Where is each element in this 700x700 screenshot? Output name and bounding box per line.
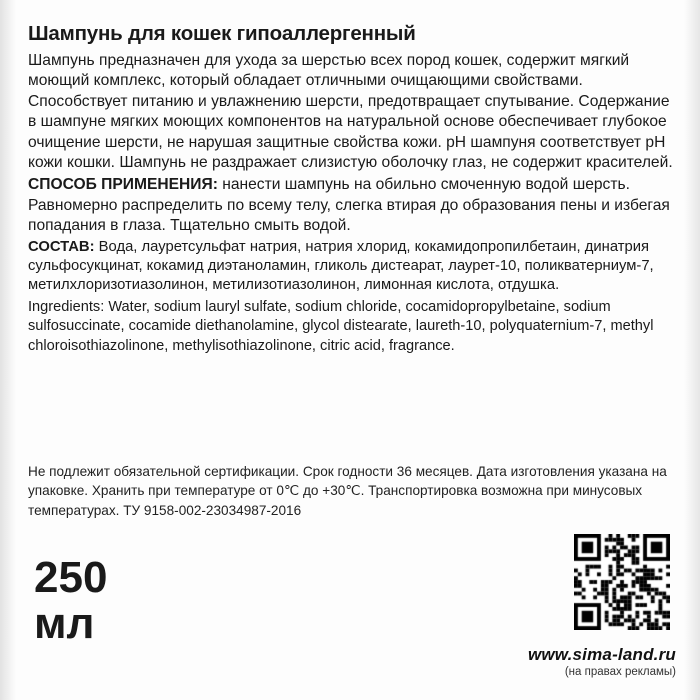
label-edge-right (684, 0, 700, 700)
advertising-note: (на правах рекламы) (564, 666, 676, 678)
volume-number: 250 (34, 553, 108, 602)
ingredients-english: Ingredients: Water, sodium lauryl sulfate, sodium chloride, cocamidopropylbetaine, sodium sulfosuccinate, cocamide diethanolamine, glycol distearate, laureth-10, polyquaternium-7, methyl chloroisothiazolinone, methylisothiazolinone, citric acid, fragrance. (28, 298, 654, 354)
legal-notice: Не подлежит обязательной сертификации. Срок годности 36 месяцев. Дата изготовления указана на упаковке. Хранить при температуре от 0℃ до +30℃. Транспортировка возможна при минусовых температурах. ТУ 9158-002-23034987-2016 (28, 464, 667, 518)
composition-paragraph (28, 238, 676, 296)
website-url: www.sima-land.ru (527, 645, 676, 664)
product-description: Шампунь предназначен для ухода за шерстью всех пород кошек, содержит мягкий моющий комплекс, который обладает отличными очищающими свойствами. Способствует питанию и увлажнению шерсти, предотвращает спутывание. Содержание в шампуне мягких моющих компонентов на натуральной основе обеспечивает глубокое очищение шерсти, не нарушая защитные свойства кожи. pH шампуня соответствует pH кожи кошки. Шампунь не раздражает слизистую оболочку глаз, не содержит красителей. (28, 51, 673, 172)
volume-unit: мл (34, 599, 95, 648)
composition-heading: СОСТАВ: (28, 238, 95, 255)
page-title: Шампунь для кошек гипоаллергенный (28, 22, 416, 45)
label-content (28, 22, 676, 356)
usage-heading: СПОСОБ ПРИМЕНЕНИЯ: (28, 176, 218, 194)
volume-indicator (34, 553, 108, 648)
label-edge-left (0, 0, 16, 700)
usage-paragraph (28, 175, 676, 237)
usage-text: нанести шампунь на обильно смоченную водой шерсть. Равномерно распределить по всему телу, слегка втирая до образования пены и избегая попадания в глаза. Тщательно смыть водой. (28, 176, 670, 235)
website-block (376, 645, 676, 678)
qr-code-icon (574, 534, 670, 630)
composition-text: Вода, лауретсульфат натрия, натрия хлорид, кокамидопропилбетаин, динатрия сульфосукцинат, кокамид диэтаноламин, гликоль дистеарат, лаурет-10, поликватерниум-7, метилхлоризотиазолинон, метилизотиазолинон, лимонная кислота, отдушка. (28, 238, 654, 294)
